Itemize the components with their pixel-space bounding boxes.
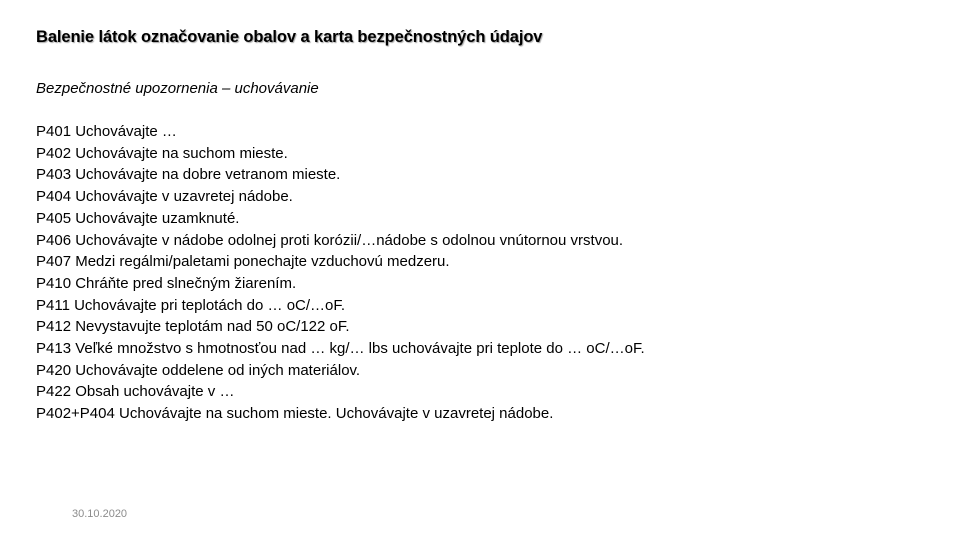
- list-item: P404 Uchovávajte v uzavretej nádobe.: [36, 188, 293, 206]
- precautionary-statements-list: [36, 121, 645, 425]
- list-item: P411 Uchovávajte pri teplotách do … oC/…oF.: [36, 296, 346, 314]
- list-item: P402 Uchovávajte na suchom mieste.: [36, 144, 288, 162]
- list-item: P413 Veľké množstvo s hmotnosťou nad … kg/… lbs uchovávajte pri teplote do … oC/…oF.: [36, 340, 645, 358]
- list-item: P420 Uchovávajte oddelene od iných materiálov.: [36, 361, 361, 379]
- slide-subtitle: Bezpečnostné upozornenia – uchovávanie: [36, 80, 319, 97]
- list-item: P406 Uchovávajte v nádobe odolnej proti korózii/…nádobe s odolnou vnútornou vrstvou.: [36, 231, 624, 249]
- list-item: P402+P404 Uchovávajte na suchom mieste. Uchovávajte v uzavretej nádobe.: [36, 405, 554, 423]
- list-item: P407 Medzi regálmi/paletami ponechajte vzduchovú medzeru.: [36, 253, 450, 271]
- list-item: P422 Obsah uchovávajte v …: [36, 383, 235, 401]
- list-item: P412 Nevystavujte teplotám nad 50 oC/122 oF.: [36, 318, 350, 336]
- footer-date: 30.10.2020: [72, 508, 128, 520]
- list-item: P405 Uchovávajte uzamknuté.: [36, 209, 240, 227]
- list-item: P403 Uchovávajte na dobre vetranom mieste.: [36, 166, 341, 184]
- slide-title: Balenie látok označovanie obalov a karta bezpečnostných údajov: [36, 28, 543, 46]
- list-item: P410 Chráňte pred slnečným žiarením.: [36, 274, 297, 292]
- list-item: P401 Uchovávajte …: [36, 123, 177, 140]
